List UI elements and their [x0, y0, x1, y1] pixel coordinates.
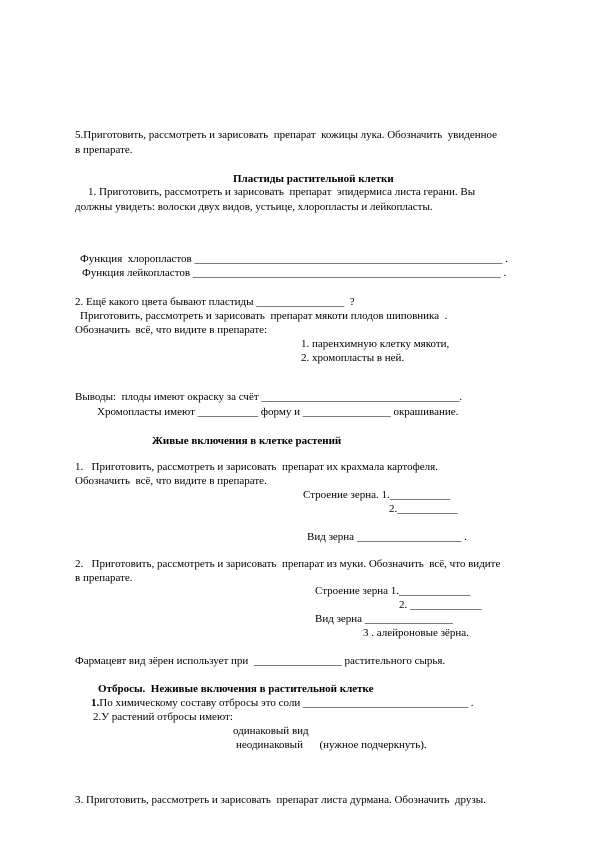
flour-grain-view: Вид зерна ________________	[315, 613, 453, 625]
conclusion-line2: Хромопласты имеют ___________ форму и ________________ окрашивание.	[97, 406, 459, 418]
rosehip-item-2: 2. хромопласты в ней.	[301, 352, 405, 364]
chloroplast-function-line: Функция хлоропластов ________________________________________________________ .	[80, 253, 508, 265]
potato-grain-view: Вид зерна ___________________ .	[307, 531, 467, 543]
onion-task-line2: в препарате.	[75, 144, 133, 156]
rosehip-mark-line: Обозначить всё, что видите в препарате:	[75, 324, 268, 336]
waste-question-1-text: По химическому составу отбросы это соли ______________________________ .	[99, 697, 474, 709]
waste-option-different: неодинаковый (нужное подчеркнуть).	[236, 739, 427, 751]
inclusions-heading: Живые включения в клетке растений	[152, 435, 342, 447]
geranium-task-line2: должны увидеть: волоски двух видов, устьице, хлоропласты и лейкопласты.	[75, 201, 433, 213]
conclusion-line1: Выводы: плоды имеют окраску за счёт ____________________________________.	[75, 391, 463, 403]
datura-task-line: 3. Приготовить, рассмотреть и зарисовать препарат листа дурмана. Обозначить друзы.	[75, 794, 486, 806]
waste-question-1	[91, 696, 474, 710]
waste-question-2: 2.У растений отбросы имеют:	[93, 711, 233, 723]
aleurone-grains: 3 . алейроновые зёрна.	[363, 627, 469, 639]
potato-structure-2: 2.___________	[389, 503, 458, 515]
onion-task-line1: 5.Приготовить, рассмотреть и зарисовать препарат кожицы лука. Обозначить увиденное	[75, 129, 498, 141]
waste-heading: Отбросы. Неживые включения в растительной клетке	[98, 683, 374, 695]
flour-structure-1: Строение зерна 1._____________	[315, 585, 471, 597]
waste-option-same: одинаковый вид	[233, 725, 309, 737]
flour-structure-2: 2. _____________	[399, 599, 482, 611]
leucoplast-function-line: Функция лейкопластов ________________________________________________________ .	[82, 267, 507, 279]
flour-task-line2: в препарате.	[75, 572, 133, 584]
rosehip-item-1: 1. паренхимную клетку мякоти,	[301, 338, 450, 350]
potato-task-line1: 1. Приготовить, рассмотреть и зарисовать препарат их крахмала картофеля.	[75, 461, 438, 473]
waste-question-1-number: 1.	[91, 697, 100, 709]
flour-task-line1: 2. Приготовить, рассмотреть и зарисовать препарат из муки. Обозначить всё, что видите	[75, 558, 501, 570]
plastids-heading: Пластиды растительной клетки	[233, 173, 394, 185]
rosehip-task-line: Приготовить, рассмотреть и зарисовать препарат мякоти плодов шиповника .	[80, 310, 448, 322]
pharmacist-line: Фармацевт вид зёрен использует при ________________ растительного сырья.	[75, 655, 446, 667]
potato-task-line2: Обозначить всё, что видите в препарате.	[75, 475, 267, 487]
geranium-task-line1: 1. Приготовить, рассмотреть и зарисовать препарат эпидермиса листа герани. Вы	[88, 186, 476, 198]
potato-structure-1: Строение зерна. 1.___________	[303, 489, 451, 501]
plastid-color-question: 2. Ещё какого цвета бывают пластиды ________________ ?	[75, 296, 355, 308]
